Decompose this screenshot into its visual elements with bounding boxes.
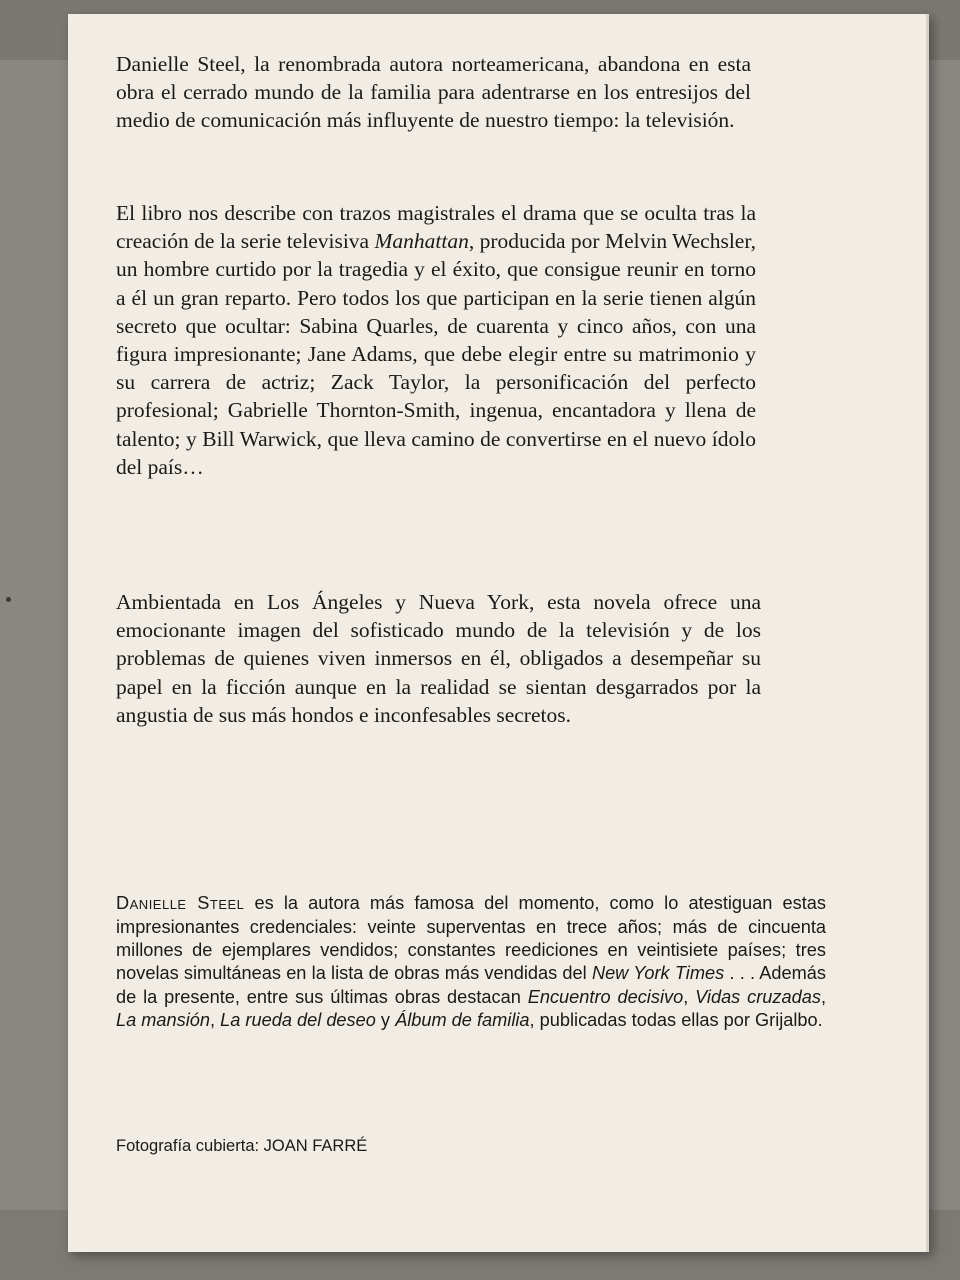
blurb-paragraph-1: Danielle Steel, la renombrada autora norteamericana, abandona en esta obra el cerrado mundo de la familia para adentrarse en los entresijos del medio de comunicación más influyente de nuestro tiempo: la televisión. <box>116 52 751 133</box>
bio-text-c: , publicadas todas ellas por Grijalbo. <box>529 1010 823 1031</box>
author-name: Danielle Steel <box>116 893 245 914</box>
work-title-3: La mansión <box>116 1010 211 1031</box>
blurb-paragraph-2 <box>116 199 756 481</box>
photo-credit <box>116 1137 367 1156</box>
work-title-4: La rueda del deseo <box>220 1010 376 1031</box>
bio-sep-1: , <box>683 986 696 1007</box>
book-back-cover <box>68 14 929 1252</box>
work-title-1: Encuentro decisivo <box>527 986 684 1007</box>
bio-text-a: es la autora más famosa del momento, como lo atestiguan estas impresionantes credenciales: veinte superventas en trece años; más de cincuenta millones de ejemplares vendidos; constantes reediciones en veintisiete países; tres novelas simultáneas en la lista de obras más vendidas del <box>116 893 826 984</box>
blurb-paragraph-2-text-a: El libro nos describe con trazos magistrales el drama que se oculta tras la creación de la serie televisiva <box>116 201 756 254</box>
bio-sep-3: , <box>210 1010 221 1031</box>
series-title: Manhattan <box>374 229 469 254</box>
newspaper-name: New York Times <box>591 963 725 984</box>
blurb-paragraph-3: Ambientada en Los Ángeles y Nueva York, esta novela ofrece una emocionante imagen del sofisticado mundo de la televisión y de los problemas de quienes viven inmersos en él, obligados a desempeñar su papel en la ficción aunque en la realidad se sientan desgarrados por la angustia de sus más hondos e inconfesables secretos. <box>116 590 761 727</box>
photo-credit-label: Fotografía cubierta: <box>116 1137 264 1155</box>
author-bio <box>116 892 826 1032</box>
work-title-5: Álbum de familia <box>395 1010 530 1031</box>
bio-text-b: . . . Además de la presente, entre sus últimas obras destacan <box>116 963 827 1007</box>
photographer-name: JOAN FARRÉ <box>263 1137 368 1155</box>
work-title-2: Vidas cruzadas <box>695 986 821 1007</box>
bio-sep-4: y <box>375 1010 396 1031</box>
surface-speck <box>6 597 11 602</box>
bio-sep-2: , <box>820 986 826 1007</box>
blurb-paragraph-2-text-b: , producida por Melvin Wechsler, un hombre curtido por la tragedia y el éxito, que consigue reunir en torno a él un gran reparto. Pero todos los que participan en la serie tienen algún secreto que ocultar: Sabina Quarles, de cuarenta y cinco años, con una figura impresionante; Jane Adams, que debe elegir entre su matrimonio y su carrera de actriz; Zack Taylor, la personificación del perfecto profesional; Gabrielle Thornton-Smith, ingenua, encantadora y llena de talento; y Bill Warwick, que lleva camino de convertirse en el nuevo ídolo del país… <box>116 229 757 479</box>
